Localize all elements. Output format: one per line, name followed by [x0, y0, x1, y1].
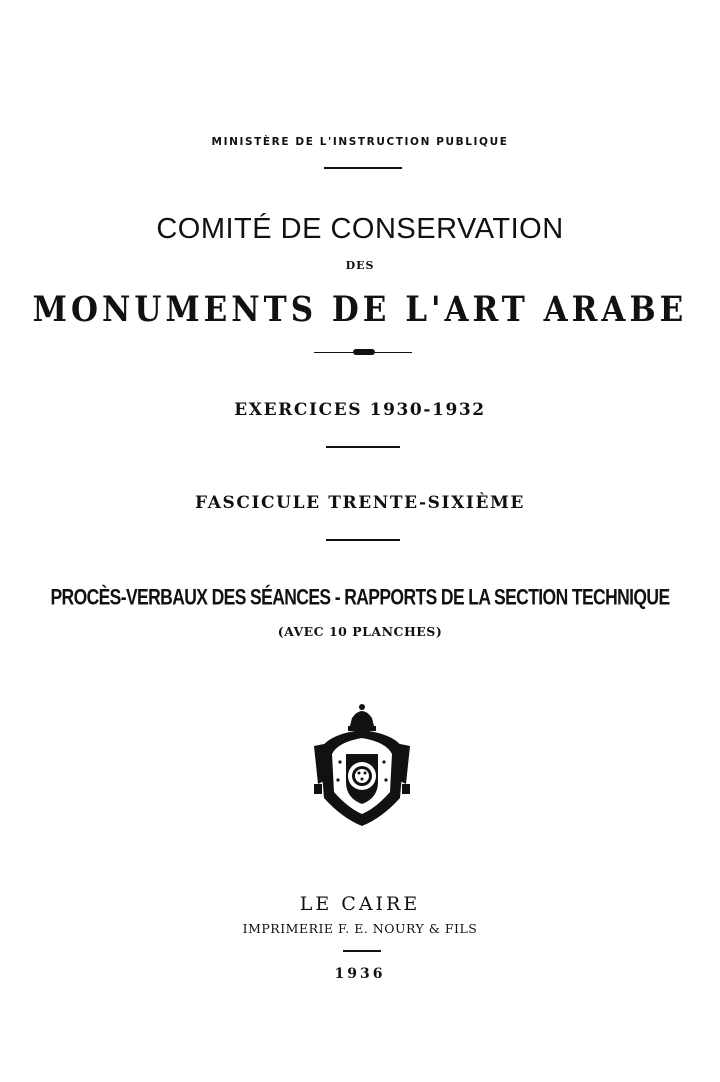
coat-of-arms-icon: [308, 700, 416, 830]
contents-line: PROCÈS-VERBAUX DES SÉANCES - RAPPORTS DE LA SECTION TECHNIQUE: [50, 584, 670, 610]
divider-1: [324, 167, 402, 169]
imprint-printer: IMPRIMERIE F. E. NOURY & FILS: [242, 921, 478, 936]
fascicule-number: FASCICULE TRENTE-SIXIÈME: [195, 493, 525, 513]
exercices-years: EXERCICES 1930-1932: [234, 400, 486, 420]
committee-subtitle: MONUMENTS DE L'ART ARABE: [32, 289, 688, 331]
imprint-city: LE CAIRE: [299, 893, 421, 915]
committee-title: COMITÉ DE CONSERVATION: [156, 213, 564, 245]
ministry-heading: MINISTÈRE DE L'INSTRUCTION PUBLIQUE: [211, 136, 509, 148]
divider-2: [326, 446, 400, 448]
plates-note: (AVEC 10 PLANCHES): [277, 624, 443, 639]
divider-3: [326, 539, 400, 541]
divider-4: [343, 950, 381, 952]
imprint-year: 1936: [334, 966, 386, 982]
committee-connector: DES: [345, 259, 375, 272]
